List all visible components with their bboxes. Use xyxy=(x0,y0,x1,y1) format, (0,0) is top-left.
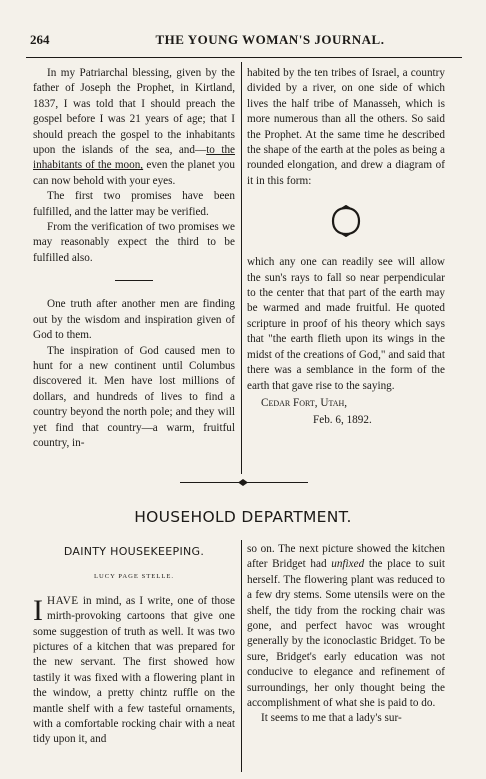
signoff xyxy=(247,396,445,411)
signoff-date: Feb. 6, 1892. xyxy=(313,414,372,427)
header-rule xyxy=(26,57,462,58)
paragraph: One truth after another men are finding out by the wisdom and inspiration given of God to them. xyxy=(33,298,235,342)
column-rule xyxy=(241,540,242,772)
paragraph: It seems to me that a lady's sur- xyxy=(261,712,402,725)
upper-right-column xyxy=(247,66,445,429)
paragraph: habited by the ten tribes of Israel, a country divided by a river, on one side of which lives the half tribe of Manasseh, which is more numerous than all the others. So said the Prophet. At the same time he described the shape of the earth at the poles as being a rounded elongation, and drew a diagram of it in this form: xyxy=(247,67,445,187)
paragraph xyxy=(33,66,235,189)
first-word: HAVE xyxy=(47,594,79,607)
signoff xyxy=(247,413,445,428)
section-separator xyxy=(115,280,153,281)
page-header xyxy=(30,32,460,50)
paragraph xyxy=(247,542,445,711)
article-title: DAINTY HOUSEKEEPING. xyxy=(63,545,205,558)
text-span: so on. The next picture showed the kitchen after Bridget had xyxy=(247,543,445,571)
drop-cap: I xyxy=(33,593,43,627)
journal-title: THE YOUNG WOMAN'S JOURNAL. xyxy=(155,32,385,47)
text-span: the place to suit herself. The flowering plant was reduced to a few dry stems. Some utensils were on the shelf, the tidy from the rocking chair was gone, and perfect havoc was wrought generally by the iconoclastic Bridget. To be sure, Bridget's early education was not conducive to elegance and refinement of surroundings, her only thought being the accomplishment of what she is paid to do. xyxy=(247,558,446,710)
text-span: even the planet you can now behold with your eyes. xyxy=(33,159,235,187)
page-number: 264 xyxy=(30,32,50,47)
lower-left-column xyxy=(33,544,235,748)
paragraph: The inspiration of God caused men to hunt for a new continent until Columbus discovered it. Men have lost millions of dollars, and hundreds of lives to find a country beyond the north pole; and they will yet find that country—a warm, fruitful country, in- xyxy=(33,344,235,449)
paragraph: From the verification of two promises we may reasonably expect the third to be fulfilled also. xyxy=(33,221,235,264)
divider-ornament xyxy=(238,479,248,486)
paragraph xyxy=(33,594,235,748)
paragraph: The first two promises have been fulfilled, and the latter may be verified. xyxy=(33,190,235,218)
text-span: In my Patriarchal blessing, given by the father of Joseph the Prophet, in Kirtland, 1837, I was told that I should preach the gospel before I was 21 years of age; that I should preach the gospel to the inhabitants upon the islands of the sea, and— xyxy=(33,67,235,157)
underlined-text: to the inhabitants of the moon, xyxy=(33,144,235,172)
column-rule xyxy=(241,62,242,474)
italic-text: unfixed xyxy=(331,558,365,571)
department-heading: HOUSEHOLD DEPARTMENT. xyxy=(134,508,352,526)
upper-left-column xyxy=(33,66,235,451)
article-author: LUCY PAGE STELLE. xyxy=(93,573,175,581)
lower-right-column xyxy=(247,542,445,727)
earth-shape-diagram xyxy=(329,205,363,237)
text-span: in mind, as I write, one of those mirth-provoking cartoons that give one some suggestion of truth as well. It was two pictures of a kitchen that was prepared for the new servant. The first showed how tastily it was fixed with a flowering plant in the window, a pretty chintz ruffle on the mantle shelf with a few tasteful ornaments, with a comfortable rocking chair with a neat tidy upon it, and xyxy=(33,594,235,746)
paragraph: which any one can readily see will allow the sun's rays to fall so near perpendicular to the center that that part of the earth may be warmed and made fruitful. He quoted scripture in proof of his theory which says that "the earth flieth upon its wings in the midst of the creations of God," and said that there was a semblance in the form of the earth that gave rise to the saying. xyxy=(247,256,445,392)
signoff-place: Cedar Fort, Utah, xyxy=(261,396,348,409)
